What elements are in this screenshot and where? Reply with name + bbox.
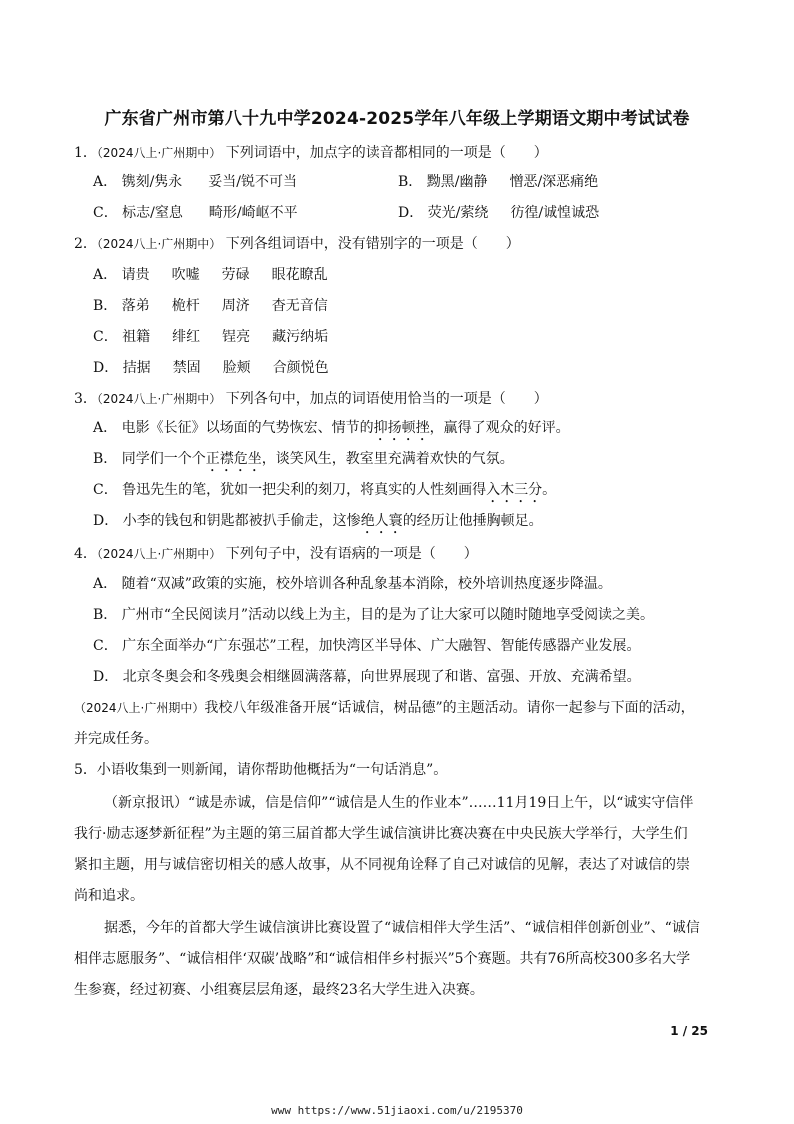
q2-option-c: C． 祖籍 绯红 锃亮 藏污纳垢 [93, 329, 329, 345]
question-source-tag: （2024八上·广州期中） [96, 547, 222, 561]
question-3-stem [74, 389, 548, 409]
q4-option-a: A． 随着“双减”政策的实施，校外培训各种乱象基本消除，校外培训热度逐步降温。 [93, 576, 612, 592]
q3-option-c: C． 鲁迅先生的笔，犹如一把尖利的刻刀，将真实的人性刻画得入木三分。 [93, 482, 557, 498]
question-number: 3． [74, 391, 97, 407]
q3-option-d: D． 小李的钱包和钥匙都被扒手偷走，这惨绝人寰的经历让他捶胸顿足。 [93, 513, 543, 529]
question-number: 2． [74, 236, 97, 252]
activity-intro-cont: 并完成任务。 [74, 731, 158, 747]
page-number: 1 / 25 [670, 1024, 708, 1038]
q1-option-d: D． 荧光/萦绕 彷徨/诚惶诚恐 [398, 205, 600, 221]
page-title: 广东省广州市第八十九中学2024-2025学年八年级上学期语文期中考试试卷 [104, 109, 690, 129]
question-4-stem [74, 544, 478, 564]
question-source-tag: （2024八上·广州期中） [96, 146, 222, 160]
news-paragraph-1-line: 紧扣主题，用与诚信密切相关的感人故事，从不同视角诠释了自己对诚信的见解，表达了对诚信的崇 [74, 857, 690, 873]
question-text: 下列句子中，没有语病的一项是（ ） [225, 546, 478, 562]
question-1-stem [74, 143, 548, 163]
q3-option-a: A． 电影《长征》以场面的气势恢宏、情节的抑扬顿挫，赢得了观众的好评。 [93, 420, 570, 436]
q1-option-b: B． 黝黑/幽静 憎恶/深恶痛绝 [398, 174, 599, 190]
q2-option-a: A． 请贵 吹嘘 劳碌 眼花瞭乱 [93, 267, 328, 283]
question-source-tag: （2024八上·广州期中） [96, 237, 222, 251]
dotted-phrase: 抑扬顿挫 [373, 420, 430, 436]
intro-source-tag: （2024八上·广州期中） [74, 701, 205, 715]
activity-intro: （2024八上·广州期中）我校八年级准备开展“话诚信，树品德”的主题活动。请你一起参与下面的活动， [74, 700, 695, 716]
question-source-tag: （2024八上·广州期中） [96, 392, 222, 406]
q2-option-b: B． 落弟 桅杆 周济 杳无音信 [93, 298, 328, 314]
dotted-phrase: 正襟危坐 [205, 451, 262, 467]
question-number: 1． [74, 145, 97, 161]
question-5-stem: 5．小语收集到一则新闻，请你帮助他概括为“一句话消息”。 [74, 762, 448, 778]
question-2-stem [74, 234, 520, 254]
question-text: 下列词语中，加点字的读音都相同的一项是（ ） [225, 145, 548, 161]
news-paragraph-1-line: 我行·励志逐梦新征程”为主题的第三届首都大学生诚信演讲比赛决赛在中央民族大学举行，大学生们 [74, 826, 688, 842]
q1-option-a: A． 镌刻/隽永 妥当/锐不可当 [93, 174, 298, 190]
news-paragraph-2-line: 据悉，今年的首都大学生诚信演讲比赛设置了“诚信相伴大学生活”、“诚信相伴创新创业”、“诚信 [104, 920, 700, 936]
news-paragraph-2-line: 相伴志愿服务”、“诚信相伴‘双碳’战略”和“诚信相伴乡村振兴”5个赛题。共有76所高校300多名大学 [74, 951, 691, 967]
dotted-phrase: 绝人寰 [360, 513, 403, 529]
footer-watermark-url: www https://www.51jiaoxi.com/u/2195370 [271, 1104, 523, 1117]
q1-option-c: C． 标志/窒息 畸形/崎岖不平 [93, 205, 298, 221]
q3-option-b: B． 同学们一个个正襟危坐，谈笑风生，教室里充满着欢快的气氛。 [93, 451, 514, 467]
question-text: 下列各句中，加点的词语使用恰当的一项是（ ） [225, 391, 548, 407]
news-paragraph-1-line: 尚和追求。 [74, 888, 144, 904]
news-paragraph-2-line: 生参赛，经过初赛、小组赛层层角逐，最终23名大学生进入决赛。 [74, 982, 484, 998]
q4-option-b: B． 广州市“全民阅读月”活动以线上为主，目的是为了让大家可以随时随地享受阅读之美。 [93, 607, 655, 623]
q4-option-d: D． 北京冬奥会和冬残奥会相继圆满落幕，向世界展现了和谐、富强、开放、充满希望。 [93, 669, 641, 685]
news-paragraph-1-line: （新京报讯）“诚是赤诚，信是信仰”“诚信是人生的作业本”……11月19日上午，以“诚实守信伴 [104, 795, 694, 811]
question-number: 4． [74, 546, 97, 562]
q2-option-d: D． 拮据 禁固 脸颊 合颜悦色 [93, 360, 329, 376]
question-text: 下列各组词语中，没有错别字的一项是（ ） [225, 236, 520, 252]
q4-option-c: C． 广东全面举办“广东强芯”工程，加快湾区半导体、广大融智、智能传感器产业发展。 [93, 638, 641, 654]
dotted-phrase: 入木三分 [486, 482, 543, 498]
